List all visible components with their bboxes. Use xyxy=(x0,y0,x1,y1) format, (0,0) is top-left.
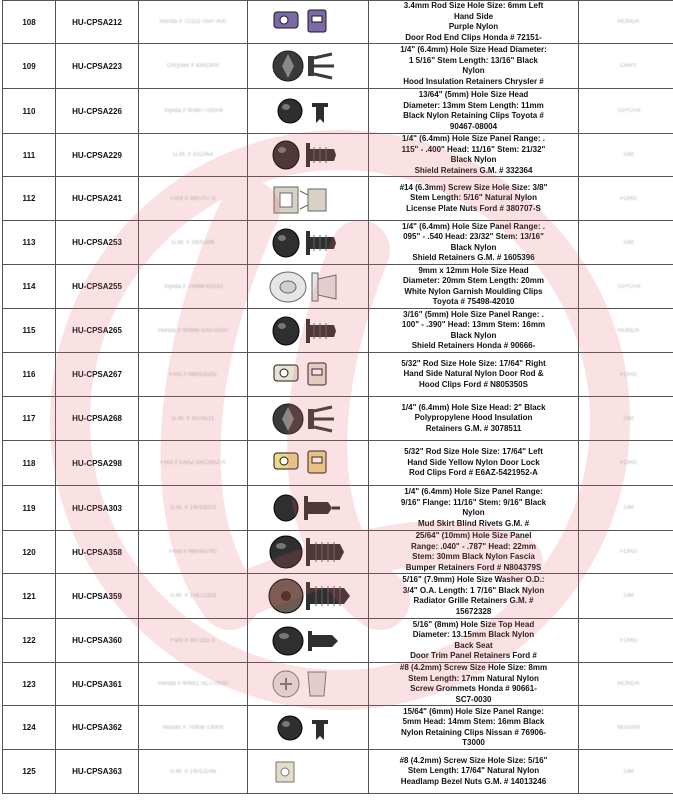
part-description-text: 3.4mm Rod Size Hole Size: 6mm Left Hand Side Purple Nylon Door Rod End Clips Honda # 72151- xyxy=(403,1,544,42)
rod-clip-icon xyxy=(260,355,356,395)
part-description-text: 5/32" Rod Size Hole Size: 17/64" Left Hand Side Yellow Nylon Door Lock Rod Clips Ford # E6AZ-5421952-A xyxy=(404,447,543,478)
oem-reference-text: G.M. # 14013246 xyxy=(169,768,217,775)
oem-reference xyxy=(139,397,248,441)
vehicle-make xyxy=(579,221,673,265)
vehicle-make-text: GM xyxy=(623,152,634,158)
vehicle-make-text: GM xyxy=(623,593,634,599)
part-number xyxy=(56,353,139,397)
item-number xyxy=(3,177,56,221)
oem-reference-text: Ford # E6AZ-5421952-A xyxy=(160,460,226,466)
item-number xyxy=(3,397,56,441)
part-description xyxy=(369,531,579,574)
bumper-retainer-icon xyxy=(260,532,356,572)
part-number xyxy=(56,619,139,663)
item-number-text: 108 xyxy=(22,17,36,27)
catalog-body xyxy=(3,1,673,794)
vehicle-make-text: HONDA xyxy=(617,327,640,334)
part-number xyxy=(56,531,139,574)
part-description-text: #14 (6.3mm) Screw Size Hole Size: 3/8" Stem Length: 5/16" Natural Nylon License Plate Nuts Ford # 380707-S xyxy=(399,182,548,213)
item-number-text: 121 xyxy=(22,591,36,601)
part-number xyxy=(56,265,139,309)
part-image xyxy=(248,486,369,531)
oem-reference xyxy=(139,441,248,486)
table-row xyxy=(3,265,673,309)
insulation-retainer-icon xyxy=(260,399,356,439)
oem-reference-text: G.M. # 14019203 xyxy=(169,505,217,511)
item-number xyxy=(3,531,56,574)
oem-reference xyxy=(139,353,248,397)
part-number xyxy=(56,441,139,486)
item-number-text: 122 xyxy=(22,636,36,645)
item-number-text: 114 xyxy=(22,282,36,291)
part-description-text: #8 (4.2mm) Screw Size Hole Size: 5/16" Stem Length: 17/64" Natural Nylon Headlamp Bezel Nuts G.M. # 14013246 xyxy=(399,755,548,786)
part-description-text: 15/64" (6mm) Hole Size Panel Range: 5mm Head: 14mm Stem: 16mm Black Nylon Retaining Clips Nissan # 76906- T3000 xyxy=(401,706,546,747)
part-number-text: HU-CPSA298 xyxy=(72,458,122,468)
oem-reference-text: Ford # N805350S xyxy=(169,371,217,378)
part-description-text: 1/4" (6.4mm) Hole Size Panel Range: . 115" - .400" Head: 11/16" Stem: 21/32" Black Nylon Shield Retainers G.M. # 332364 xyxy=(401,134,546,175)
table-row xyxy=(3,750,673,794)
part-description xyxy=(369,663,579,706)
oem-reference xyxy=(139,619,248,663)
part-description-text: 13/64" (5mm) Hole Size Head Diameter: 13mm Stem Length: 11mm Black Nylon Retaining Clips Toyota # 90467-08004 xyxy=(403,90,544,131)
item-number-text: 113 xyxy=(22,238,36,247)
insulation-retainer-icon xyxy=(260,46,356,86)
push-retainer-icon xyxy=(260,311,356,351)
part-description xyxy=(369,44,579,89)
table-row xyxy=(3,441,673,486)
oem-reference xyxy=(139,177,248,221)
rod-clip-icon xyxy=(260,443,356,483)
bezel-nut-icon xyxy=(260,752,356,792)
table-row xyxy=(3,177,673,221)
part-description xyxy=(369,134,579,177)
part-image xyxy=(248,44,369,89)
item-number xyxy=(3,619,56,663)
part-image xyxy=(248,531,369,574)
item-number-text: 111 xyxy=(22,150,36,160)
part-number xyxy=(56,89,139,134)
table-row xyxy=(3,531,673,574)
vehicle-make xyxy=(579,44,673,89)
oem-reference-text: G.M. # 15672328 xyxy=(169,593,217,599)
table-row xyxy=(3,663,673,706)
part-number-text: HU-CPSA223 xyxy=(72,61,122,71)
oem-reference xyxy=(139,531,248,574)
item-number-text: 109 xyxy=(22,61,36,71)
part-number-text: HU-CPSA359 xyxy=(72,591,122,601)
part-description xyxy=(369,221,579,265)
part-description-text: #8 (4.2mm) Screw Size Hole Size: 8mm Stem Length: 17mm Natural Nylon Screw Grommets Honda # 90661- SC7-0030 xyxy=(399,663,548,704)
vehicle-make xyxy=(579,265,673,309)
vehicle-make-text: GM xyxy=(623,505,634,511)
part-image xyxy=(248,1,369,44)
part-description-text: 3/16" (5mm) Hole Size Panel Range: . 100" - .390" Head: 13mm Stem: 16mm Black Nylon Shield Retainers Honda # 90666- xyxy=(401,309,546,350)
oem-reference-text: G.M. # 332364 xyxy=(173,152,213,158)
item-number xyxy=(3,1,56,44)
push-retainer-icon xyxy=(260,223,356,263)
vehicle-make xyxy=(579,619,673,663)
part-number-text: HU-CPSA229 xyxy=(72,150,122,160)
part-description-text: 1/4" (6.4mm) Hole Size Head Diameter: 1 5/16" Stem Length: 13/16" Black Nylon Hood Insulation Retainers Chrysler # xyxy=(400,45,547,86)
oem-reference xyxy=(139,663,248,706)
vehicle-make-text: CHRY xyxy=(620,63,637,69)
item-number-text: 117 xyxy=(22,414,36,423)
part-image xyxy=(248,397,369,441)
item-number-text: 118 xyxy=(22,458,36,468)
part-number xyxy=(56,574,139,619)
part-description-text: 1/4" (6.4mm) Hole Size Panel Range: . 095" - .540 Head: 23/32" Stem: 13/16" Black Nylon Shield Retainers G.M. # 1605396 xyxy=(402,221,545,262)
vehicle-make xyxy=(579,486,673,531)
vehicle-make-text: FORD xyxy=(620,549,637,555)
part-number xyxy=(56,706,139,750)
vehicle-make-text: HONDA xyxy=(617,681,640,687)
oem-reference-text: Honda # 90666-SA0-0030 xyxy=(158,327,228,334)
rod-clip-icon xyxy=(260,2,356,42)
vehicle-make xyxy=(579,750,673,794)
retaining-clip-icon xyxy=(260,708,356,748)
part-image xyxy=(248,441,369,486)
vehicle-make xyxy=(579,663,673,706)
oem-reference-text: Ford # 387182-S xyxy=(170,637,216,644)
item-number xyxy=(3,134,56,177)
item-number xyxy=(3,441,56,486)
oem-reference-text: G.M. # 3078511 xyxy=(171,415,215,422)
vehicle-make xyxy=(579,706,673,750)
part-number-text: HU-CPSA362 xyxy=(72,723,122,732)
garnish-clip-icon xyxy=(260,267,356,307)
part-description xyxy=(369,353,579,397)
item-number xyxy=(3,663,56,706)
vehicle-make-text: FORD xyxy=(620,195,637,202)
item-number-text: 112 xyxy=(22,194,36,203)
vehicle-make xyxy=(579,531,673,574)
item-number-text: 119 xyxy=(22,503,36,513)
part-image xyxy=(248,221,369,265)
part-number-text: HU-CPSA255 xyxy=(72,282,122,291)
vehicle-make-text: TOYOTA xyxy=(616,283,641,290)
vehicle-make-text: GM xyxy=(623,415,634,422)
oem-reference xyxy=(139,44,248,89)
oem-reference xyxy=(139,134,248,177)
part-number xyxy=(56,486,139,531)
part-image xyxy=(248,309,369,353)
part-image xyxy=(248,706,369,750)
vehicle-make-text: GM xyxy=(623,239,634,246)
part-number xyxy=(56,177,139,221)
table-row xyxy=(3,309,673,353)
part-image xyxy=(248,750,369,794)
item-number-text: 120 xyxy=(22,547,36,557)
vehicle-make-text: TOYOTA xyxy=(616,108,641,114)
item-number-text: 110 xyxy=(22,106,36,116)
part-number-text: HU-CPSA253 xyxy=(72,238,122,247)
oem-reference-text: Toyota # 75498-42010 xyxy=(163,283,223,290)
part-description-text: 25/64" (10mm) Hole Size Panel Range: .040" - .787" Head: 22mm Stem: 30mm Black Nylon Fascia Bumper Retainers Ford # N804379S xyxy=(405,531,542,572)
part-description-text: 1/4" (6.4mm) Hole Size Panel Range: 9/16" Flange: 11/16" Stem: 9/16" Black Nylon Mud Skirt Blind Rivets G.M. # xyxy=(400,487,547,528)
item-number xyxy=(3,574,56,619)
part-image xyxy=(248,89,369,134)
oem-reference-text: Ford # 380707-S xyxy=(170,195,216,202)
part-number-text: HU-CPSA303 xyxy=(72,503,122,513)
part-description xyxy=(369,309,579,353)
screw-grommet-icon xyxy=(260,664,356,704)
part-number xyxy=(56,663,139,706)
part-image xyxy=(248,134,369,177)
part-number xyxy=(56,750,139,794)
table-row xyxy=(3,89,673,134)
part-description xyxy=(369,177,579,221)
part-number-text: HU-CPSA267 xyxy=(72,370,122,379)
item-number xyxy=(3,486,56,531)
table-row xyxy=(3,706,673,750)
part-image xyxy=(248,663,369,706)
part-number-text: HU-CPSA226 xyxy=(72,106,122,116)
oem-reference-text: Honda # 90661-SC7-0030 xyxy=(157,681,229,687)
trim-retainer-icon xyxy=(260,621,356,661)
vehicle-make xyxy=(579,309,673,353)
part-description xyxy=(369,89,579,134)
oem-reference xyxy=(139,89,248,134)
oem-reference-text: Ford # N804379S xyxy=(169,549,217,555)
part-number-text: HU-CPSA265 xyxy=(72,326,122,335)
oem-reference xyxy=(139,574,248,619)
item-number xyxy=(3,353,56,397)
table-row xyxy=(3,619,673,663)
part-number xyxy=(56,134,139,177)
item-number-text: 125 xyxy=(22,767,36,776)
part-description-text: 5/16" (8mm) Hole Size Top Head Diameter: 13.15mm Black Nylon Back Seat Door Trim Panel Retainers Ford # xyxy=(410,619,537,660)
vehicle-make-text: HONDA xyxy=(617,19,640,25)
item-number xyxy=(3,44,56,89)
part-description-text: 5/16" (7.9mm) Hole Size Washer O.D.: 3/4" O.A. Length: 1 7/16" Black Nylon Radiator Grille Retainers G.M. # 15672328 xyxy=(402,575,545,616)
part-image xyxy=(248,574,369,619)
item-number-text: 124 xyxy=(22,723,36,732)
vehicle-make xyxy=(579,574,673,619)
part-number xyxy=(56,44,139,89)
table-row xyxy=(3,397,673,441)
retaining-clip-icon xyxy=(260,91,356,131)
part-description xyxy=(369,265,579,309)
part-number xyxy=(56,1,139,44)
oem-reference xyxy=(139,1,248,44)
item-number xyxy=(3,89,56,134)
item-number xyxy=(3,221,56,265)
push-retainer-icon xyxy=(260,135,356,175)
part-description xyxy=(369,441,579,486)
oem-reference xyxy=(139,750,248,794)
vehicle-make-text: FORD xyxy=(620,371,637,378)
oem-reference xyxy=(139,309,248,353)
table-row xyxy=(3,44,673,89)
part-image xyxy=(248,353,369,397)
part-description xyxy=(369,750,579,794)
part-description xyxy=(369,486,579,531)
vehicle-make-text: GM xyxy=(623,768,634,775)
part-description-text: 1/4" (6.4mm) Hole Size Head: 2" Black Polypropylene Hood Insulation Retainers G.M. # 3078511 xyxy=(401,402,546,433)
vehicle-make xyxy=(579,1,673,44)
table-row xyxy=(3,486,673,531)
vehicle-make-text: FORD xyxy=(620,460,637,466)
oem-reference-text: G.M. # 1605396 xyxy=(171,239,215,246)
parts-catalog-table xyxy=(2,0,673,794)
part-image xyxy=(248,265,369,309)
part-number-text: HU-CPSA358 xyxy=(72,547,122,557)
oem-reference-text: Chrysler # 4341900 xyxy=(166,63,220,69)
item-number xyxy=(3,706,56,750)
vehicle-make xyxy=(579,441,673,486)
vehicle-make-text: FORD xyxy=(620,637,637,644)
item-number-text: 115 xyxy=(22,326,36,335)
blind-rivet-icon xyxy=(260,488,356,528)
part-description xyxy=(369,1,579,44)
part-description-text: 9mm x 12mm Hole Size Head Diameter: 20mm Stem Length: 20mm White Nylon Garnish Moulding Clips Toyota # 75498-42010 xyxy=(403,265,544,306)
item-number xyxy=(3,750,56,794)
item-number xyxy=(3,309,56,353)
table-row xyxy=(3,353,673,397)
table-row xyxy=(3,1,673,44)
vehicle-make xyxy=(579,89,673,134)
oem-reference-text: Toyota # 90467-08004 xyxy=(163,108,223,114)
table-row xyxy=(3,221,673,265)
part-description xyxy=(369,397,579,441)
part-image xyxy=(248,619,369,663)
vehicle-make xyxy=(579,177,673,221)
part-description xyxy=(369,619,579,663)
part-number-text: HU-CPSA361 xyxy=(72,679,122,689)
item-number-text: 116 xyxy=(22,370,36,379)
oem-reference-text: Nissan # 76906-T3000 xyxy=(162,724,224,731)
oem-reference xyxy=(139,706,248,750)
part-image xyxy=(248,177,369,221)
table-row xyxy=(3,574,673,619)
vehicle-make xyxy=(579,397,673,441)
grille-retainer-icon xyxy=(260,576,356,616)
item-number-text: 123 xyxy=(22,679,36,689)
part-number-text: HU-CPSA268 xyxy=(72,414,122,423)
table-row xyxy=(3,134,673,177)
part-number-text: HU-CPSA363 xyxy=(72,767,122,776)
part-description-text: 5/32" Rod Size Hole Size: 17/64" Right Hand Side Natural Nylon Door Rod & Hood Clips Ford # N805350S xyxy=(401,358,546,389)
item-number xyxy=(3,265,56,309)
part-number xyxy=(56,221,139,265)
oem-reference-text: Honda # 72151-S5P-A00 xyxy=(159,19,227,25)
oem-reference xyxy=(139,221,248,265)
part-number xyxy=(56,397,139,441)
part-number-text: HU-CPSA360 xyxy=(72,636,122,645)
plate-nut-icon xyxy=(260,179,356,219)
part-number-text: HU-CPSA241 xyxy=(72,194,122,203)
part-description xyxy=(369,574,579,619)
vehicle-make xyxy=(579,353,673,397)
part-number xyxy=(56,309,139,353)
part-number-text: HU-CPSA212 xyxy=(72,17,122,27)
part-description xyxy=(369,706,579,750)
vehicle-make-text: NISSAN xyxy=(617,724,640,731)
oem-reference xyxy=(139,265,248,309)
vehicle-make xyxy=(579,134,673,177)
oem-reference xyxy=(139,486,248,531)
